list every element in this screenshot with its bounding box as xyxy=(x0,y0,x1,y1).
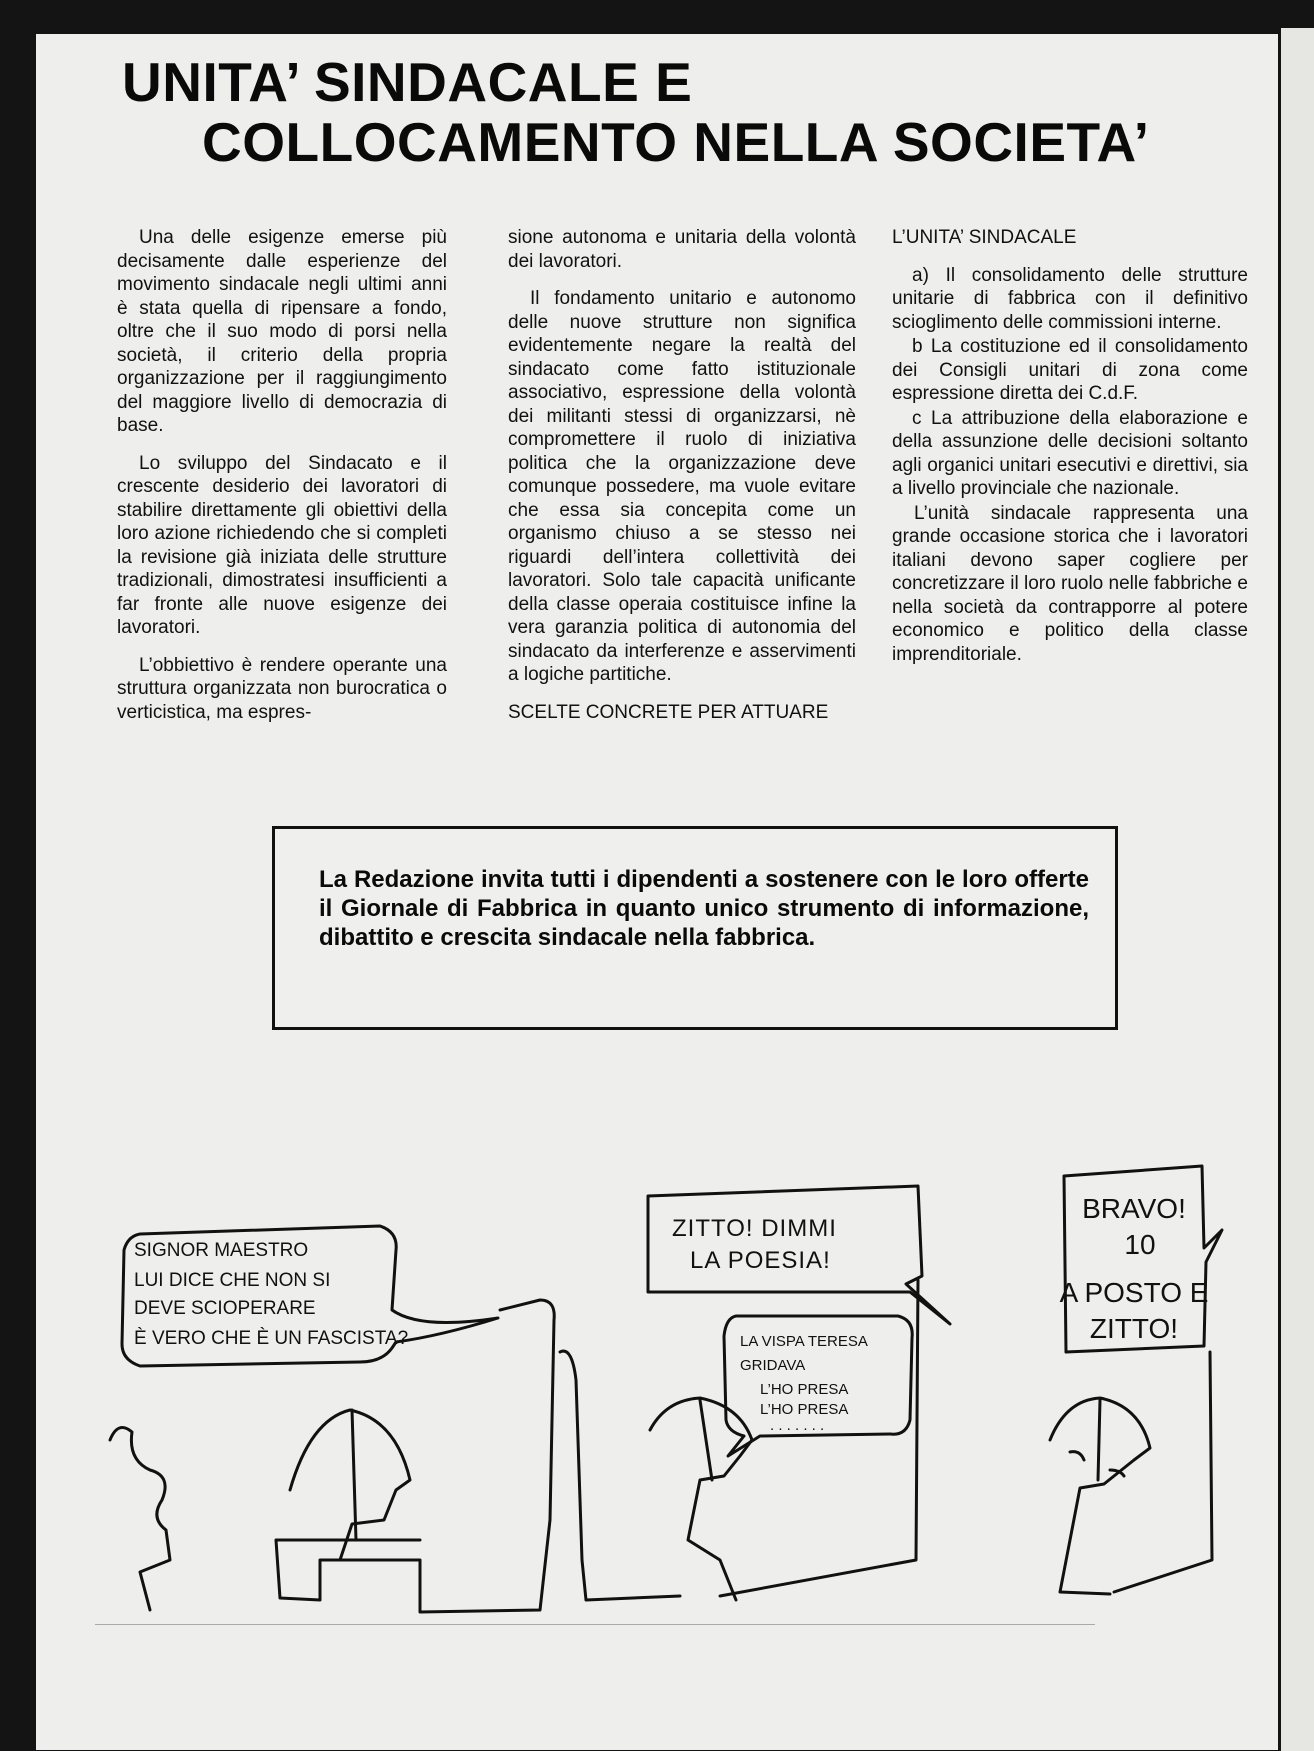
list-item: b La costituzione ed il consolidamento dei Consigli unitari di zona come espressione diretta dei C.d.F. xyxy=(892,336,1248,404)
bubble-4-line: ZITTO! xyxy=(1089,1313,1179,1344)
bubble-2-line: ZITTO! DIMMI xyxy=(672,1215,837,1242)
bubble-1-line: SIGNOR MAESTRO xyxy=(134,1240,309,1261)
bubble-2-line: LA POESIA! xyxy=(690,1247,831,1274)
section-heading-continued: L’UNITA’ SINDACALE xyxy=(892,227,1077,248)
paragraph: sione autonoma e unitaria della volontà dei lavoratori. xyxy=(508,227,856,272)
paragraph: Una delle esigenze emerse più decisamente dalle esperienze del movimento sindacale negli ultimi anni è stata quella di ripensare a fondo, oltre che il suo modo di porsi nella società, il criterio della propria organizzazione per il raggiungimento del maggiore livello di democrazia di base. xyxy=(117,227,447,436)
text-column-2 xyxy=(508,226,856,738)
list-item: c La attribuzione della elaborazione e della assunzione delle decisioni soltanto agli organici unitari esecutivi e direttivi, sia a livello provinciale che nazionale. xyxy=(892,407,1248,499)
bubble-3-line: GRIDAVA xyxy=(740,1357,806,1374)
next-page-edge xyxy=(1281,28,1314,1751)
paragraph: L’unità sindacale rappresenta una grande occasione storica che i lavoratori italiani devono saper cogliere per concretizzare il loro ruolo nelle fabbriche e nella società da contrapporre al potere economico e politico della classe imprenditoriale. xyxy=(892,502,1248,665)
title-line-2: COLLOCAMENTO NELLA SOCIETA’ xyxy=(202,111,1150,173)
article-title xyxy=(80,52,1240,172)
bubble-1-line: LUI DICE CHE NON SI xyxy=(134,1270,331,1291)
bubble-4-line: BRAVO! xyxy=(1082,1193,1186,1224)
bottom-rule xyxy=(95,1624,1095,1625)
bubble-4-line: 10 xyxy=(1124,1229,1156,1260)
paragraph: Il fondamento unitario e autonomo delle nuove strutture non significa evidentemente negare la realtà del sindacato come fatto istituzionale associativo, espressione della volontà dei militanti stessi di organizzarsi, nè compromettere il ruolo di iniziativa politica che la organizzazione deve comunque possedere, ma vuole evitare che essa sia concepita come un organismo chiuso a se stesso nei riguardi dell’intera collettività dei lavoratori. Solo tale capacità unificante della classe operaia costituisce infine la vera garanzia politica di autonomia del sindacato da interferenze e asservimenti a logiche partitiche. xyxy=(508,288,856,685)
bubble-3-line: L’HO PRESA xyxy=(760,1381,849,1398)
bubble-4-line: A POSTO E xyxy=(1059,1277,1209,1308)
paragraph: L’obbiettivo è rendere operante una struttura organizzata non burocratica o verticistica, ma espres- xyxy=(117,654,447,723)
text-column-1 xyxy=(117,226,447,738)
bubble-3-line: L’HO PRESA xyxy=(760,1401,849,1418)
bubble-1-line: DEVE SCIOPERARE xyxy=(134,1298,316,1319)
title-line-1: UNITA’ SINDACALE E xyxy=(122,51,693,113)
editorial-notice-box xyxy=(272,826,1118,1030)
list-item: a) Il consolidamento delle strutture unitarie di fabbrica con il definitivo scioglimento delle commissioni interne. xyxy=(892,264,1248,333)
text-column-3 xyxy=(892,226,1248,680)
editorial-notice-text: La Redazione invita tutti i dipendenti a sostenere con le loro offerte il Giornale di Fabbrica in quanto unico strumento di informazione, dibattito e crescita sindacale nella fabbrica. xyxy=(319,866,1089,951)
bubble-1-line: È VERO CHE È UN FASCISTA? xyxy=(134,1328,409,1349)
section-heading: SCELTE CONCRETE PER ATTUARE xyxy=(508,701,829,723)
bubble-3-dots: . . . . . . . xyxy=(770,1417,825,1434)
paragraph: Lo sviluppo del Sindacato e il crescente desiderio dei lavoratori di stabilire direttamente gli obiettivi della loro azione richiedendo che si completi la revisione già iniziata delle strutture tradizionali, dimostratesi insufficienti a far fronte alle nuove esigenze dei lavoratori. xyxy=(117,452,447,638)
bubble-3-line: LA VISPA TERESA xyxy=(740,1333,868,1350)
